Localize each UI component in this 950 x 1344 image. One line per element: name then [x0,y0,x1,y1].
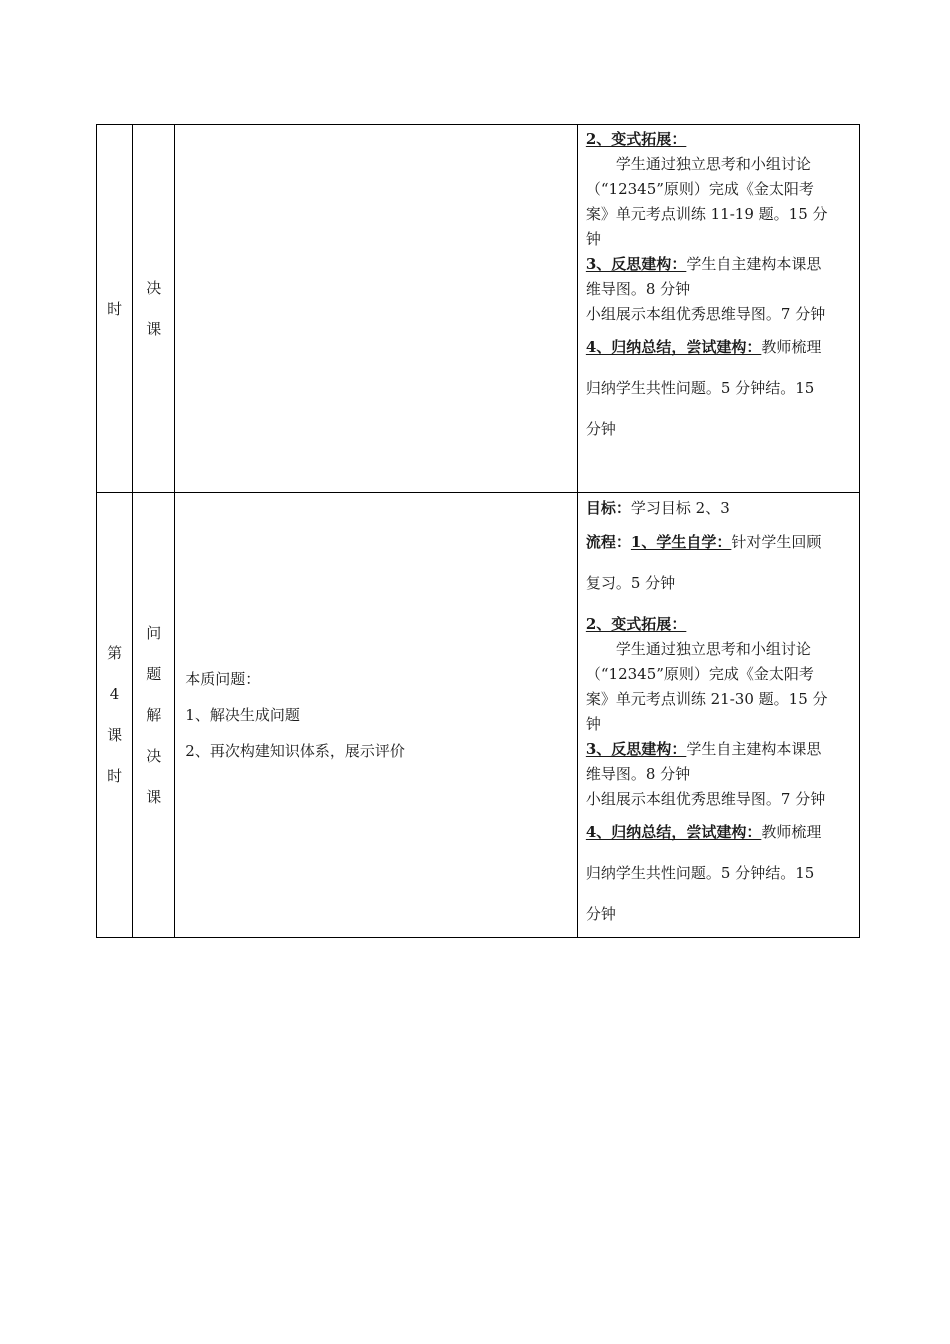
process-cell [577,125,859,493]
lesson-type-char: 解 [146,705,162,724]
period-char: 时 [107,767,123,785]
step-text: （“12345”原则）完成《金太阳考 [585,180,814,198]
essential-question-item: 1、解决生成问题 [185,706,300,724]
table-row [97,125,860,493]
lesson-type-char: 决 [146,746,162,765]
step-text: 分钟 [585,905,616,923]
goal-text: 学习目标 2、3 [630,499,730,517]
flow-label: 流程： [585,533,631,551]
step-text: 归纳学生共性问题。5 分钟结。15 [585,864,815,882]
lesson-type-char: 课 [146,319,162,338]
lesson-type-char: 课 [146,787,162,806]
step-text: 分钟 [585,420,616,438]
lesson-type-char: 问 [146,623,162,642]
process-cell [577,493,859,938]
step-heading: 1、学生自学： [630,533,732,551]
lesson-type-char: 决 [146,278,162,297]
period-char: 课 [107,726,123,744]
step-text: 复习。5 分钟 [585,574,676,592]
step-heading: 2、变式拓展： [585,130,687,148]
lesson-type-cell [133,125,175,493]
step-heading: 4、归纳总结，尝试建构： [585,823,762,841]
step-text: 归纳学生共性问题。5 分钟结。15 [585,379,815,397]
period-cell [97,125,133,493]
step-heading: 3、反思建构： [585,255,687,273]
step-text: 学生自主建构本课思 [686,740,822,758]
lesson-plan-table [96,124,860,938]
step-text: 学生通过独立思考和小组讨论 [615,155,811,173]
essential-question-cell [175,493,578,938]
period-char: 4 [109,685,120,703]
essential-question-cell [175,125,578,493]
lesson-type-char: 题 [146,664,162,683]
period-char: 第 [107,644,123,662]
essential-question-item: 2、再次构建知识体系，展示评价 [185,742,405,760]
step-text: 小组展示本组优秀思维导图。7 分钟 [585,790,826,808]
step-text: 钟 [585,715,601,733]
period-char: 时 [107,299,123,318]
step-text: 小组展示本组优秀思维导图。7 分钟 [585,305,826,323]
essential-question-title: 本质问题： [185,670,261,688]
step-heading: 2、变式拓展： [585,615,687,633]
step-heading: 4、归纳总结，尝试建构： [585,338,762,356]
step-text: 针对学生回顾 [731,533,822,551]
step-text: 维导图。8 分钟 [585,280,691,298]
step-text: 维导图。8 分钟 [585,765,691,783]
period-cell [97,493,133,938]
step-text: （“12345”原则）完成《金太阳考 [585,665,814,683]
step-text: 教师梳理 [761,823,822,841]
goal-label: 目标： [585,499,631,517]
step-text: 案》单元考点训练 21-30 题。15 分 [585,690,828,708]
table-row [97,493,860,938]
step-text: 学生自主建构本课思 [686,255,822,273]
step-text: 钟 [585,230,601,248]
step-text: 学生通过独立思考和小组讨论 [615,640,811,658]
step-heading: 3、反思建构： [585,740,687,758]
step-text: 教师梳理 [761,338,822,356]
step-text: 案》单元考点训练 11-19 题。15 分 [585,205,828,223]
lesson-type-cell [133,493,175,938]
